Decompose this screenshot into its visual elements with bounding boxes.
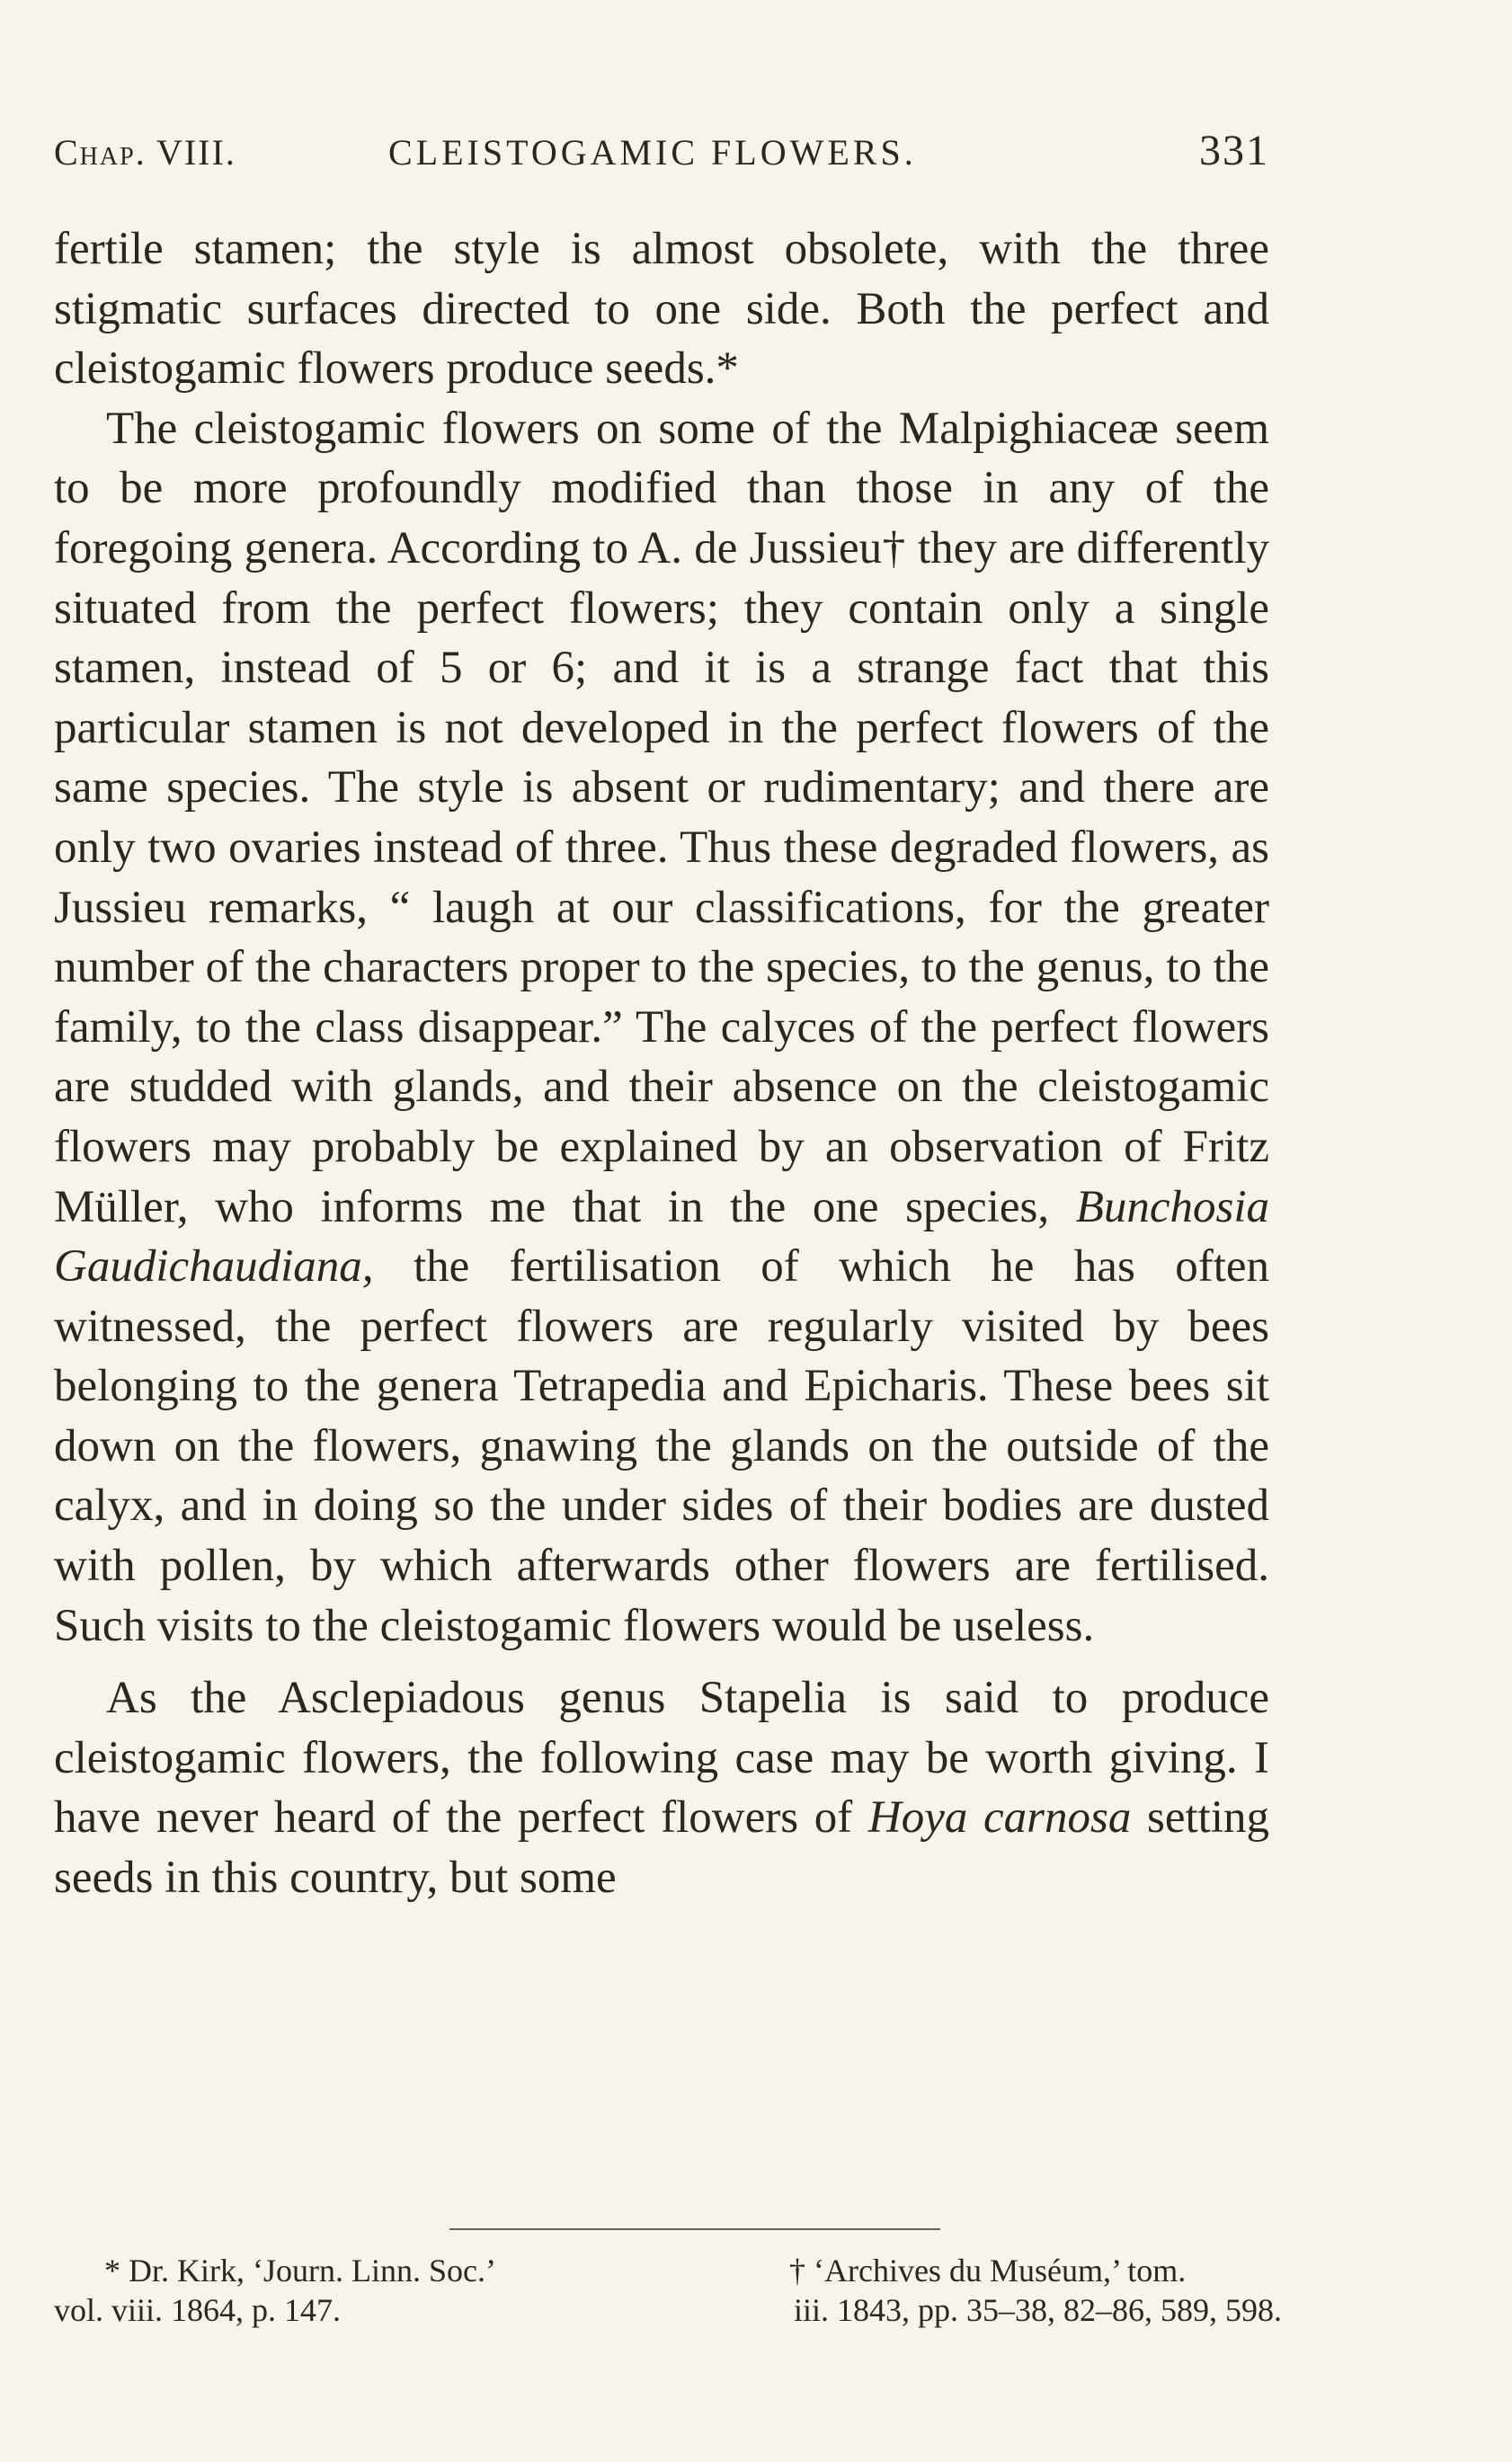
page-number: 331 bbox=[1199, 127, 1269, 174]
paragraph-1 bbox=[54, 219, 1269, 399]
running-header bbox=[54, 126, 1269, 180]
footnote-dagger bbox=[707, 2251, 1282, 2330]
footnote-dagger-line-1: † ‘Archives du Muséum,’ tom. bbox=[789, 2253, 1187, 2289]
footnote-divider bbox=[449, 2228, 940, 2230]
footnote-star-line-2: vol. viii. 1864, p. 147. bbox=[54, 2292, 342, 2328]
footnote-dagger-line-2: iii. 1843, pp. 35–38, 82–86, 589, 598. bbox=[793, 2292, 1282, 2328]
paragraph-3-italic: Hoya carnosa bbox=[867, 1792, 1132, 1844]
footnote-star bbox=[54, 2251, 683, 2330]
paragraph-2-italic: Bunchosia Gaudichaudiana, bbox=[54, 1181, 1269, 1293]
paragraph-3 bbox=[54, 1668, 1269, 1907]
paragraph-2-text-a: The cleistogamic flowers on some of the Malpighiaceæ seem to be more profoundly modified than those in any of the foregoing genera. According to A. de Jussieu† they are differently situated from the perfect flowers; they contain only a single stamen, instead of 5 or 6; and it is a strange fact that this particular stamen is not developed in the perfect flowers of the same species. The style is absent or rudimentary; and there are only two ovaries instead of three. Thus these degraded flowers, as Jussieu remarks, “ laugh at our classifications, for the greater number of the characters proper to the species, to the genus, to the family, to the class disappear.” The calyces of the perfect flowers are studded with glands, and their absence on the cleistogamic flowers may probably be explained by an observation of Fritz Müller, who informs me that in the one species, bbox=[54, 403, 1269, 1232]
paragraph-3-text-a: As the Asclepiadous genus Stapelia is said to produce cleistogamic flowers, the following case may be worth giving. I have never heard of the perfect flowers of bbox=[54, 1673, 1269, 1844]
chapter-label: Chap. VIII. bbox=[54, 132, 236, 173]
paragraph-2 bbox=[54, 399, 1269, 1656]
footnote-star-line-1: * Dr. Kirk, ‘Journ. Linn. Soc.’ bbox=[104, 2253, 496, 2289]
paragraph-2-text-b: the fertilisation of which he has often witnessed, the perfect flowers are regularly visited by bees belonging to the genera Tetrapedia and Epicharis. These bees sit down on the flowers, gnawing the glands on the outside of the calyx, and in doing so the under sides of their bodies are dusted with pollen, by which afterwards other flowers are fertilised. Such visits to the cleistogamic flowers would be useless. bbox=[54, 1241, 1270, 1651]
body-text bbox=[54, 219, 1269, 1908]
paragraph-1-text: fertile stamen; the style is almost obsolete, with the three stigmatic surfaces directed to one side. Both the perfect and cleistogamic flowers produce seeds.* bbox=[54, 224, 1269, 395]
chapter-title: CLEISTOGAMIC FLOWERS. bbox=[388, 132, 917, 173]
paragraph-3-text-b: setting seeds in this country, but some bbox=[54, 1792, 1270, 1904]
